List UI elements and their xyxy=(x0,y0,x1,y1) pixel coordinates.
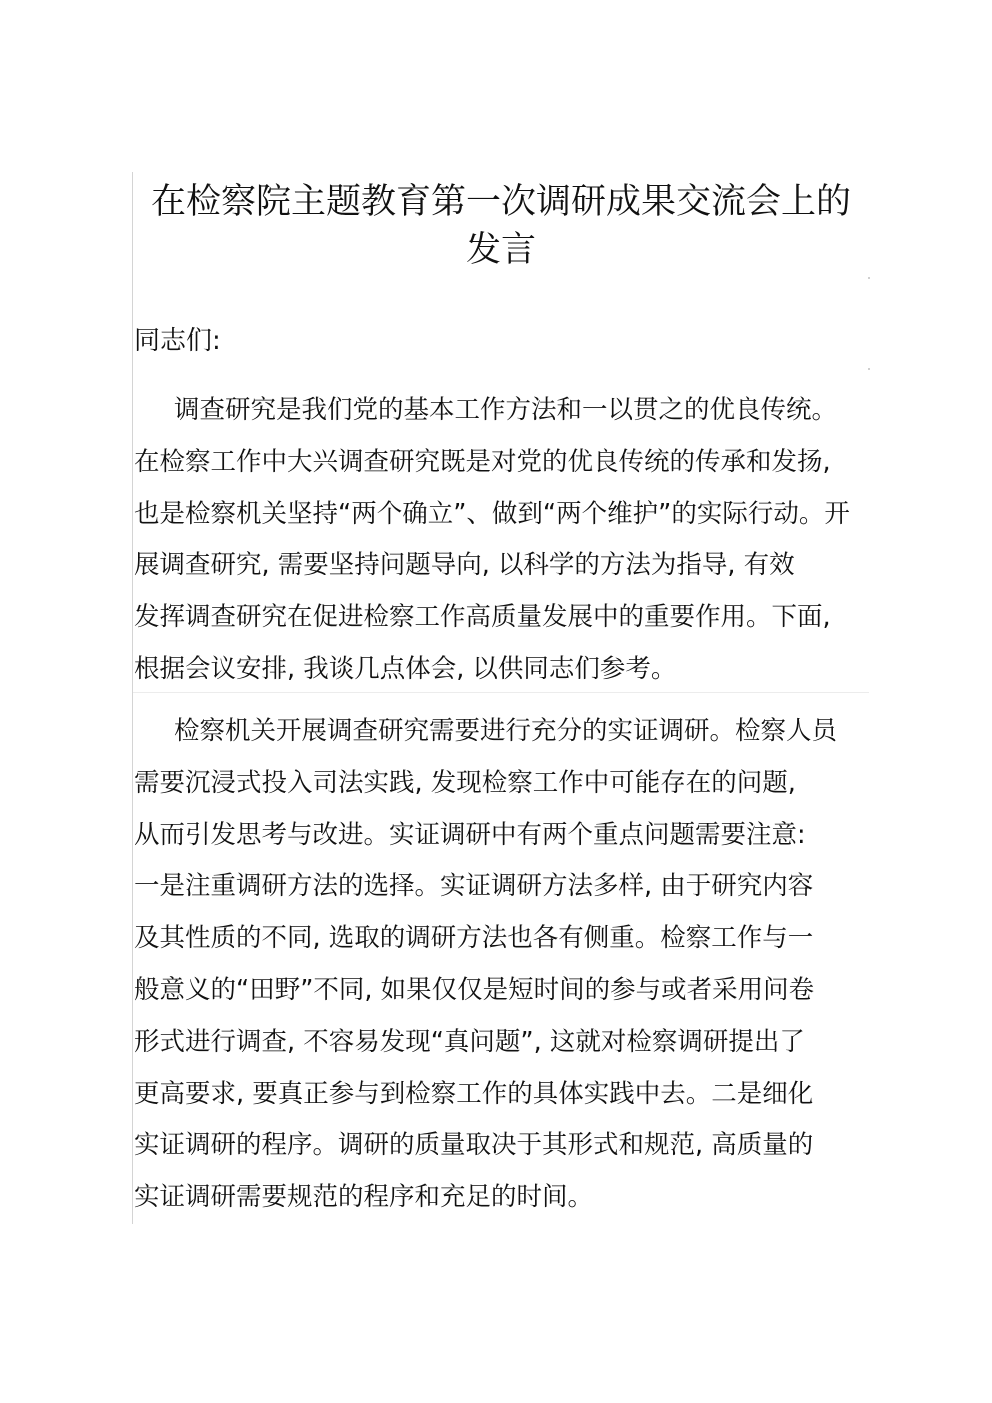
document-title xyxy=(133,178,869,274)
paragraph-line: 也是检察机关坚持“两个确立”、做到“两个维护”的实际行动。开 xyxy=(134,498,850,529)
title-line-2: 发言 xyxy=(465,230,536,270)
margin-mark xyxy=(868,368,870,370)
paragraph-line: 从而引发思考与改进。实证调研中有两个重点问题需要注意: xyxy=(134,819,806,850)
paragraph-line: 实证调研的程序。调研的质量取决于其形式和规范, 高质量的 xyxy=(134,1130,814,1161)
paragraph-line: 般意义的“田野”不同, 如果仅仅是短时间的参与或者采用问卷 xyxy=(134,974,815,1005)
paragraph-line: 需要沉浸式投入司法实践, 发现检察工作中可能存在的问题, xyxy=(134,767,796,798)
paragraph-line: 发挥调查研究在促进检察工作高质量发展中的重要作用。下面, xyxy=(134,602,831,633)
paragraph-line: 展调查研究, 需要坚持问题导向, 以科学的方法为指导, 有效 xyxy=(134,550,795,581)
margin-mark xyxy=(868,277,870,279)
paragraph-line: 检察机关开展调查研究需要进行充分的实证调研。检察人员 xyxy=(174,716,838,746)
paragraph-line: 实证调研需要规范的程序和充足的时间。 xyxy=(134,1182,594,1213)
paragraph-line: 根据会议安排, 我谈几点体会, 以供同志们参考。 xyxy=(134,653,677,684)
paragraph-2 xyxy=(134,706,870,1224)
title-line-1: 在检察院主题教育第一次调研成果交流会上的 xyxy=(150,182,851,222)
paragraph-line: 在检察工作中大兴调查研究既是对党的优良传统的传承和发扬, xyxy=(134,446,831,477)
paragraph-1 xyxy=(134,385,870,696)
paragraph-line: 形式进行调查, 不容易发现“真问题”, 这就对检察调研提出了 xyxy=(134,1026,805,1057)
paragraph-divider xyxy=(133,692,869,693)
paragraph-line: 调查研究是我们党的基本工作方法和一以贯之的优良传统。 xyxy=(174,395,838,425)
greeting: 同志们: xyxy=(134,326,221,356)
margin-rule xyxy=(132,172,133,1224)
paragraph-line: 及其性质的不同, 选取的调研方法也各有侧重。检察工作与一 xyxy=(134,923,814,954)
paragraph-line: 更高要求, 要真正参与到检察工作的具体实践中去。二是细化 xyxy=(134,1078,814,1109)
paragraph-line: 一是注重调研方法的选择。实证调研方法多样, 由于研究内容 xyxy=(134,871,814,902)
